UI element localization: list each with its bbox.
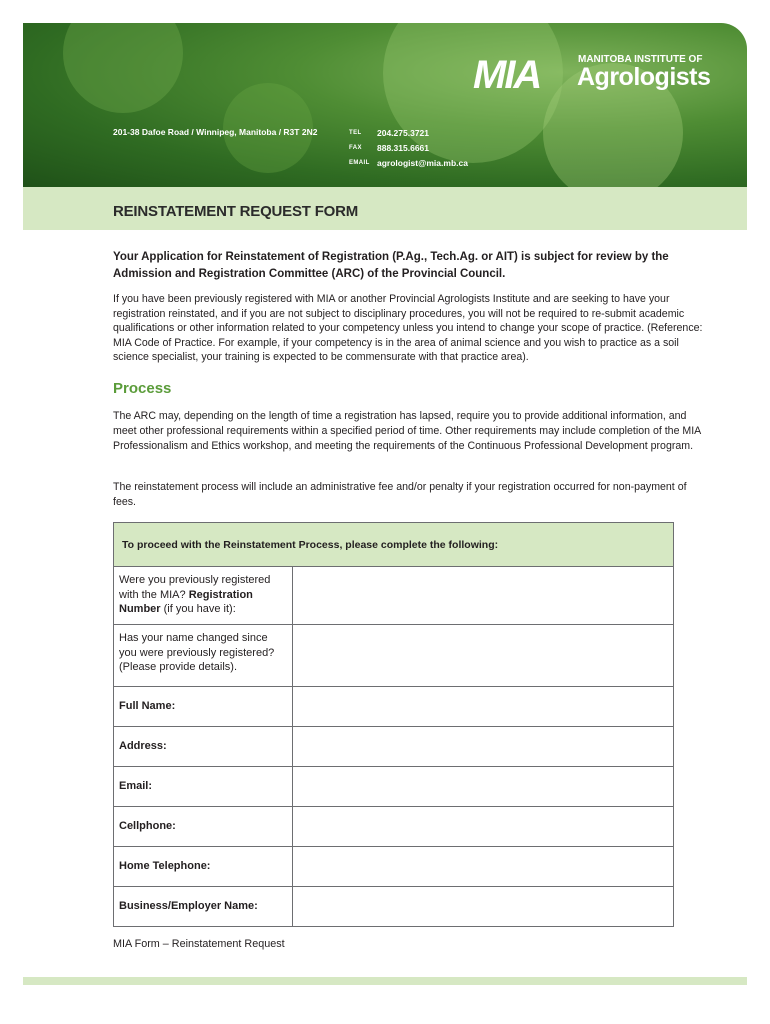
contact-key: EMAIL <box>349 159 370 166</box>
email-label: Email: <box>114 767 293 807</box>
logo-mark: MIA <box>473 53 541 97</box>
office-address: 201-38 Dafoe Road / Winnipeg, Manitoba / R3T 2N2 <box>113 127 318 137</box>
cellphone-field[interactable] <box>293 807 674 847</box>
contact-row-email <box>349 155 468 170</box>
contact-value: 204.275.3721 <box>377 127 429 138</box>
reinstatement-form-table <box>113 522 674 927</box>
cellphone-label: Cellphone: <box>114 807 293 847</box>
employer-name-field[interactable] <box>293 887 674 927</box>
full-name-field[interactable] <box>293 687 674 727</box>
letterhead-banner <box>23 23 747 187</box>
contact-value: agrologist@mia.mb.ca <box>377 157 468 168</box>
process-paragraph-1: The ARC may, depending on the length of time a registration has lapsed, require you to provide additional information, and meet other professional requirements within a specified period of time. Other requirements may include completion of the MIA Professionalism and Ethics workshop, and meeting the requirements of the Continuous Professional Development program. <box>113 410 701 452</box>
bottom-band <box>23 977 747 985</box>
contact-key: TEL <box>349 129 362 136</box>
registration-number-field[interactable] <box>293 567 674 625</box>
address-field[interactable] <box>293 727 674 767</box>
form-table-heading: To proceed with the Reinstatement Process, please complete the following: <box>114 523 674 567</box>
home-telephone-label: Home Telephone: <box>114 847 293 887</box>
email-field[interactable] <box>293 767 674 807</box>
logo-subtitle: MANITOBA INSTITUTE OF <box>578 54 703 65</box>
registration-number-label: Were you previously registered with the MIA? Registration Number (if you have it): <box>114 567 293 625</box>
mia-logo <box>473 49 711 97</box>
name-change-label: Has your name changed since you were previously registered? (Please provide details). <box>114 625 293 687</box>
title-band <box>23 187 747 230</box>
intro-text: If you have been previously registered with MIA or another Provincial Agrologists Institute and are seeking to have your registration reinstated, and if you are not subject to disciplinary procedures, you will not be required to re-submit academic qualifications or other information related to your competency unless you intend to change your scope of practice. (Reference: MIA Code of Practice. For example, if your competency is in the area of animal science and you wish to practice as a soil science specialist, your training is expected to be commensurate with that practice area). <box>113 293 703 364</box>
contact-key: FAX <box>349 144 362 151</box>
home-telephone-field[interactable] <box>293 847 674 887</box>
address-label: Address: <box>114 727 293 767</box>
intro-bold-text: Your Application for Reinstatement of Registration (P.Ag., Tech.Ag. or AIT) is subject for review by the Admission and Registration Committee (ARC) of the Provincial Council. <box>113 251 669 280</box>
contact-value: 888.315.6661 <box>377 142 429 153</box>
contact-row-fax <box>349 140 468 155</box>
process-paragraph-2: The reinstatement process will include an administrative fee and/or penalty if your registration occurred for non-payment of fees. <box>113 481 687 508</box>
page-footer: MIA Form – Reinstatement Request <box>113 938 285 950</box>
contact-row-tel <box>349 125 468 140</box>
logo-name: Agrologists <box>577 63 711 91</box>
name-change-field[interactable] <box>293 625 674 687</box>
full-name-label: Full Name: <box>114 687 293 727</box>
banner-decoration <box>63 23 183 113</box>
employer-name-label: Business/Employer Name: <box>114 887 293 927</box>
process-heading: Process <box>113 380 172 397</box>
form-title: REINSTATEMENT REQUEST FORM <box>113 203 359 220</box>
contact-block <box>349 125 468 170</box>
